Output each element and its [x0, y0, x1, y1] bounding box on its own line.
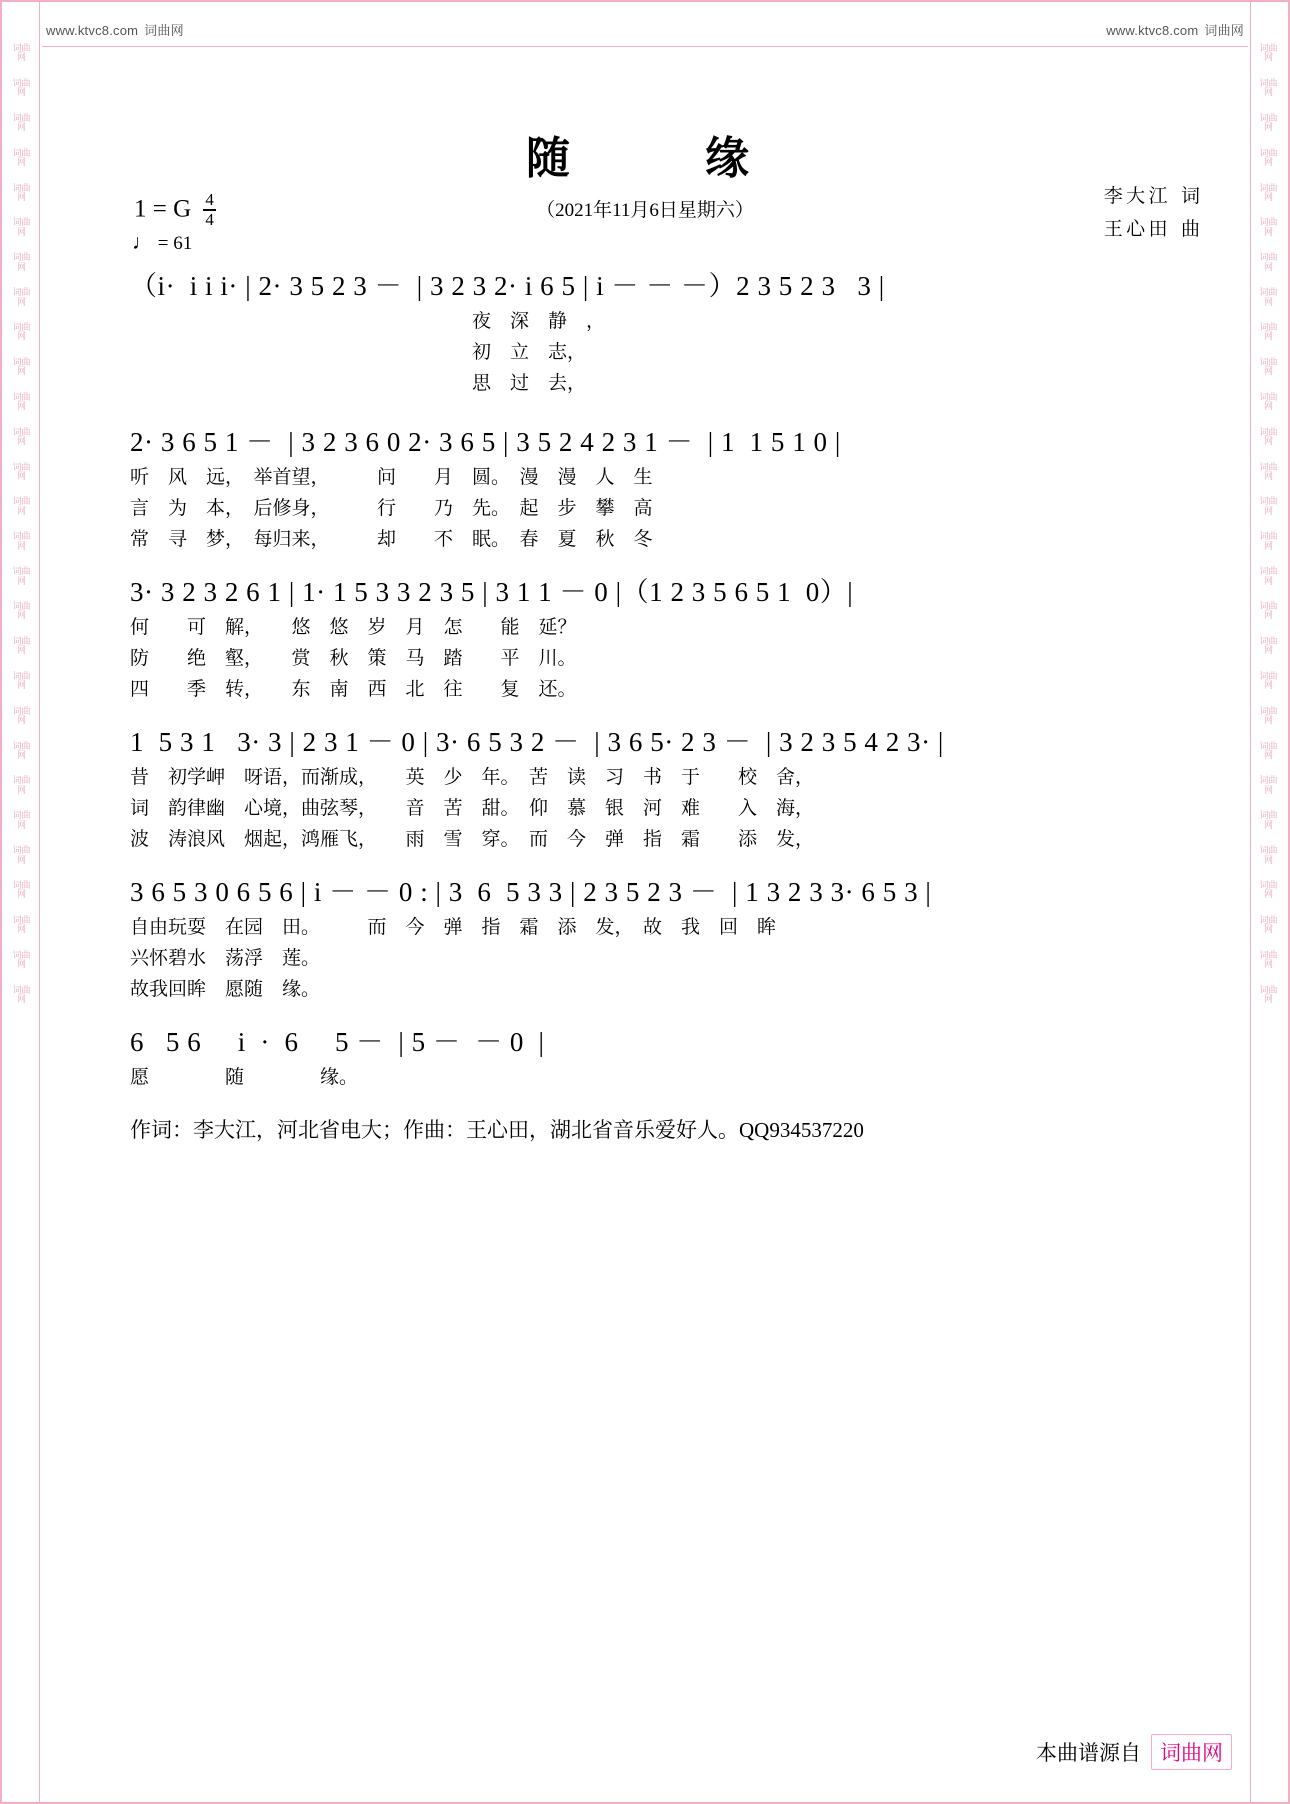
site-url-left-text: www.ktvc8.com — [46, 23, 139, 38]
watermark-text: 词曲网 — [1259, 601, 1278, 621]
watermark-text: 词曲网 — [12, 496, 31, 516]
watermark-text: 词曲网 — [1259, 77, 1278, 98]
lyric-line: 故我回眸 愿随 缘。 — [130, 978, 321, 1000]
watermark-text: 词曲网 — [12, 426, 31, 447]
watermark-text: 词曲网 — [12, 601, 31, 621]
lyric-line: 四 季 转， 东 南 西 北 往 复 还。 — [130, 678, 577, 700]
lyric-line: 兴怀碧水 荡浮 莲。 — [130, 947, 321, 969]
lyric-line: 思 过 去， — [130, 372, 587, 394]
lyrics-block — [130, 307, 1228, 399]
lyric-line: 昔 初学岬 呀语，而渐成， 英 少 年。 苦 读 习 书 于 校 舍， — [130, 767, 815, 788]
time-signature — [203, 191, 216, 228]
lyric-line: 自由玩耍 在园 田。 而 今 弹 指 霜 添 发， 故 我 回 眸 — [130, 917, 777, 938]
watermark-text: 词曲网 — [1259, 845, 1278, 865]
watermark-text: 词曲网 — [12, 566, 31, 586]
watermark-text: 词曲网 — [12, 77, 31, 98]
time-signature-denominator: 4 — [205, 209, 214, 229]
watermark-text: 词曲网 — [1259, 880, 1278, 900]
watermark-text: 词曲网 — [12, 356, 31, 377]
footnote-credits: 作词：李大江，河北省电大；作曲：王心田，湖北省音乐爱好人。QQ934537220 — [130, 1118, 864, 1142]
watermark-text: 词曲网 — [12, 217, 31, 237]
credits-block — [1104, 180, 1200, 247]
lyric-line: 何 可 解， 悠 悠 岁 月 怎 能 延？ — [130, 617, 577, 638]
watermark-text: 词曲网 — [1259, 287, 1278, 307]
composer-name: 王心田 — [1103, 219, 1171, 241]
lyric-line: 波 涛浪风 烟起，鸿雁飞， 雨 雪 穿。 而 今 弹 指 霜 添 发， — [130, 828, 815, 850]
watermark-text: 词曲网 — [12, 252, 31, 272]
brand-badge[interactable]: 词曲网 — [1151, 1734, 1232, 1770]
watermark-text: 词曲网 — [1259, 112, 1278, 133]
watermark-text: 词曲网 — [12, 287, 31, 307]
watermark-text: 词曲网 — [1259, 705, 1278, 726]
note-row: 3· 3 2 3 2 6 1 | 1· 1 5 3 3 2 3 5 | 3 1 1 － 0 |（1 2 3 5 6 5 1 0）| — [130, 577, 854, 607]
tempo-marking — [132, 230, 192, 255]
watermark-text: 词曲网 — [12, 391, 31, 412]
right-watermark-strip — [1250, 2, 1286, 1802]
watermark-text: 词曲网 — [1259, 949, 1278, 970]
quarter-note-icon: ♩ — [132, 230, 153, 254]
watermark-text: 词曲网 — [1259, 426, 1278, 447]
watermark-text: 词曲网 — [12, 775, 31, 795]
watermark-text: 词曲网 — [1259, 670, 1278, 691]
lyric-line: 言 为 本， 后修身， 行 乃 先。 起 步 攀 高 — [130, 497, 653, 519]
watermark-text: 词曲网 — [12, 112, 31, 133]
watermark-text: 词曲网 — [1259, 635, 1278, 656]
composer-role: 曲 — [1180, 219, 1200, 241]
watermark-text: 词曲网 — [12, 635, 31, 656]
watermark-text: 词曲网 — [12, 810, 31, 830]
note-row: 2· 3 6 5 1 － | 3 2 3 6 0 2· 3 6 5 | 3 5 2 4 2 3 1 － | 1 1 5 1 0 | — [130, 427, 841, 457]
lyric-line: 听 风 远， 举首望， 问 月 圆。 漫 漫 人 生 — [130, 467, 653, 488]
watermark-text: 词曲网 — [1259, 147, 1278, 168]
watermark-text: 词曲网 — [12, 984, 31, 1005]
left-watermark-strip — [4, 2, 40, 1802]
lyrics-block — [130, 1063, 1228, 1094]
watermark-text: 词曲网 — [1259, 322, 1278, 342]
watermark-text: 词曲网 — [12, 740, 31, 760]
watermark-text: 词曲网 — [12, 147, 31, 168]
title-char-1: 随 — [526, 134, 585, 183]
site-name-left: 词曲网 — [144, 23, 184, 38]
watermark-text: 词曲网 — [1259, 914, 1278, 935]
watermark-text: 词曲网 — [1259, 43, 1278, 63]
watermark-text: 词曲网 — [1259, 775, 1278, 795]
note-row: （i· i i i· | 2· 3 5 2 3 － | 3 2 3 2· i 6 5 | i － － －）2 3 5 2 3 3 | — [130, 271, 885, 301]
watermark-text: 词曲网 — [1259, 391, 1278, 412]
tempo-value: = 61 — [157, 233, 193, 254]
note-row: 3 6 5 3 0 6 5 6 | i － － 0 : | 3 6 5 3 3 | 2 3 5 2 3 － | 1 3 2 3 3· 6 5 3 | — [130, 877, 932, 907]
watermark-text: 词曲网 — [12, 705, 31, 726]
note-row: 1 5 3 1 3· 3 | 2 3 1 － 0 | 3· 6 5 3 2 － | 3 6 5· 2 3 － | 3 2 3 5 4 2 3· | — [130, 727, 944, 757]
watermark-text: 词曲网 — [1259, 217, 1278, 237]
watermark-text: 词曲网 — [12, 182, 31, 202]
watermark-text: 词曲网 — [1259, 496, 1278, 516]
site-url-left — [46, 20, 184, 39]
note-row: 6 5 6 i · 6 5 － | 5 － － 0 | — [130, 1027, 545, 1057]
site-name-right: 词曲网 — [1204, 23, 1244, 38]
music-system — [130, 870, 1228, 1005]
watermark-text: 词曲网 — [12, 322, 31, 342]
site-url-right — [1106, 20, 1244, 39]
lyric-line: 夜 深 静 ， — [130, 311, 606, 332]
title-char-2: 缘 — [705, 134, 764, 183]
lyric-line: 常 寻 梦， 每归来， 却 不 眠。 春 夏 秋 冬 — [130, 528, 653, 550]
music-system — [130, 420, 1228, 555]
watermark-text: 词曲网 — [1259, 984, 1278, 1005]
key-signature — [134, 192, 216, 229]
time-signature-numerator: 4 — [205, 190, 214, 209]
lyrics-block — [130, 913, 1228, 1005]
key-signature-text: 1 = G — [134, 195, 192, 223]
watermark-text: 词曲网 — [1259, 566, 1278, 586]
watermark-text: 词曲网 — [12, 914, 31, 935]
watermark-text: 词曲网 — [12, 461, 31, 481]
watermark-text: 词曲网 — [1259, 740, 1278, 760]
source-label: 本曲谱源自 — [1036, 1741, 1141, 1765]
lyricist-role: 词 — [1180, 186, 1200, 207]
watermark-text: 词曲网 — [12, 531, 31, 551]
subtitle-date: （2021年11月6日星期六） — [536, 200, 754, 221]
composer-line — [1104, 213, 1200, 246]
lyrics-block — [130, 763, 1228, 855]
music-system — [130, 720, 1228, 855]
lyricist-line — [1104, 180, 1200, 213]
page-title — [2, 122, 1288, 186]
site-header — [46, 20, 1244, 39]
lyric-line: 初 立 志， — [130, 341, 587, 363]
header-divider — [42, 46, 1248, 47]
watermark-text: 词曲网 — [1259, 356, 1278, 377]
watermark-text: 词曲网 — [1259, 252, 1278, 272]
music-system — [130, 570, 1228, 705]
music-system — [130, 1020, 1228, 1094]
watermark-text: 词曲网 — [12, 43, 31, 63]
site-url-right-text: www.ktvc8.com — [1106, 23, 1199, 38]
music-system — [130, 264, 1228, 399]
watermark-text: 词曲网 — [1259, 810, 1278, 830]
source-footer — [1036, 1734, 1232, 1770]
lyricist-name: 李大江 — [1103, 186, 1171, 207]
lyric-line: 防 绝 壑， 赏 秋 策 马 踏 平 川。 — [130, 647, 577, 669]
watermark-text: 词曲网 — [12, 949, 31, 970]
watermark-text: 词曲网 — [1259, 461, 1278, 481]
watermark-text: 词曲网 — [1259, 531, 1278, 551]
lyric-line: 愿 随 缘。 — [130, 1067, 359, 1088]
watermark-text: 词曲网 — [12, 845, 31, 865]
watermark-text: 词曲网 — [12, 880, 31, 900]
watermark-text: 词曲网 — [12, 670, 31, 691]
lyrics-block — [130, 463, 1228, 555]
lyric-line: 词 韵律幽 心境，曲弦琴， 音 苦 甜。 仰 慕 银 河 难 入 海， — [130, 797, 815, 819]
watermark-text: 词曲网 — [1259, 182, 1278, 202]
lyrics-block — [130, 613, 1228, 705]
